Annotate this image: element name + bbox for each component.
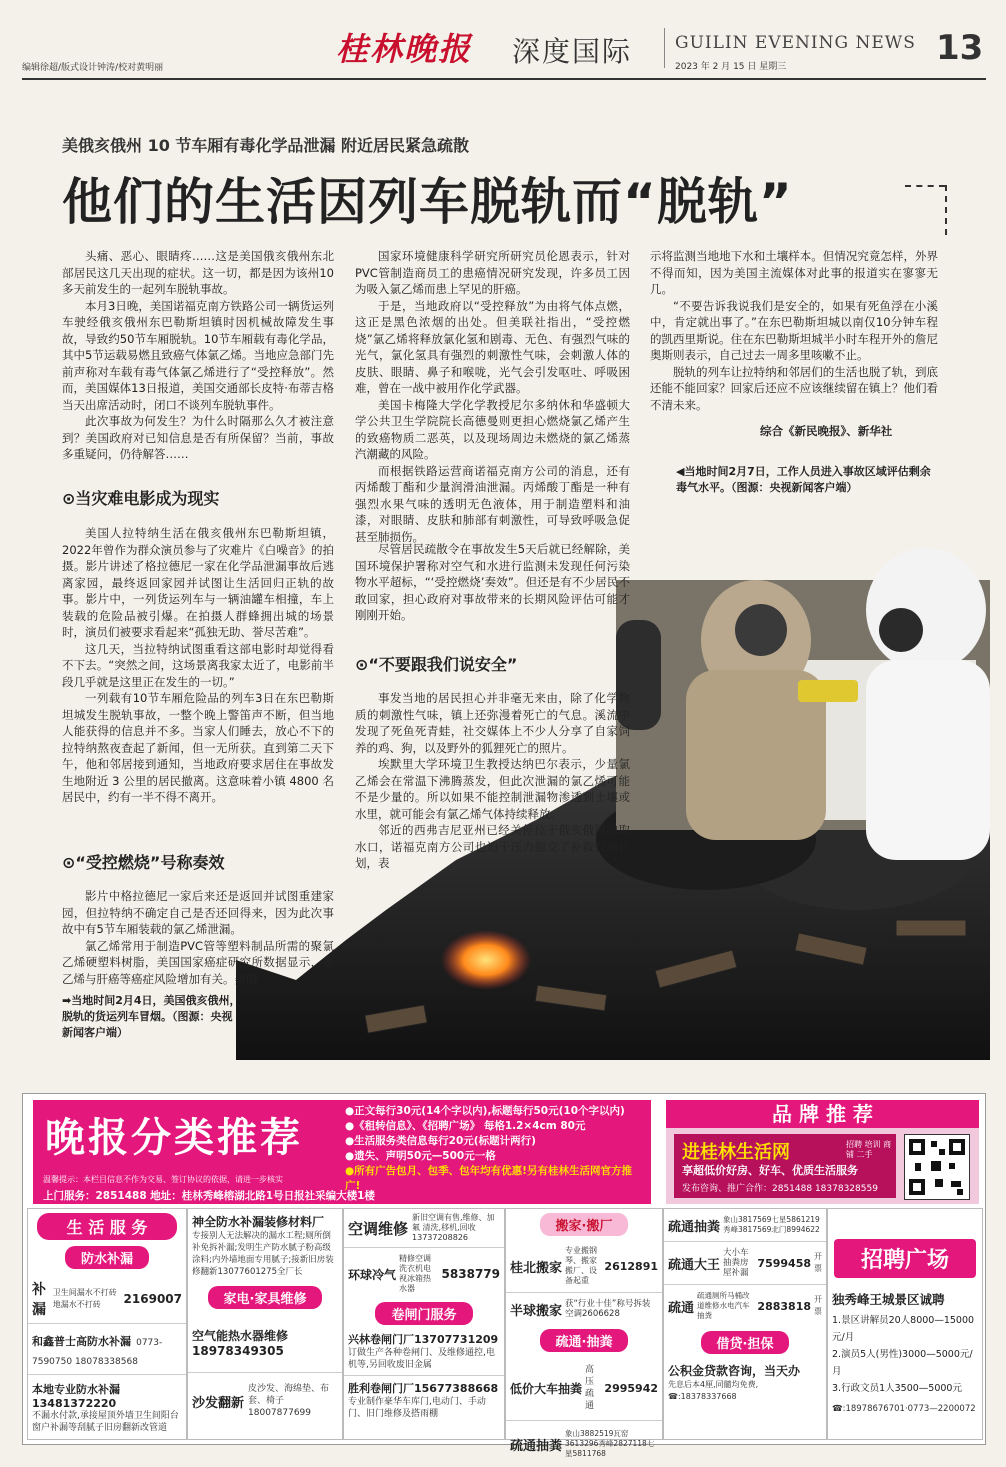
- paragraph: 美国人拉特纳生活在俄亥俄州东巴勒斯坦镇，2022年曾作为群众演员参与了灾难片《白噪音》的拍摄。影片讲述了格拉德尼一家在化学品泄漏事故后逃离家园，最终返回家园并试图让生活回归正轨的故事。影片中，一列货运列车与一辆油罐车相撞，车上装载的危险品被引爆。在拍摄人群蜂拥出城的场景时，演员们被要求看起来“孤独无助、誉尽苦难”。: [62, 526, 334, 639]
- ad-name: 兴林卷闸门厂13707731209: [348, 1333, 499, 1346]
- ad-name: 桂北搬家: [510, 1260, 563, 1276]
- pricing-line: ●正文每行30元(14个字以内),标题每行50元(10个字以内): [345, 1105, 625, 1117]
- page-number: 13: [936, 28, 984, 68]
- paragraph: 于是，当地政府以“受控释放”为由将气体点燃，这正是黑色浓烟的出处。但美联社指出，“受控燃烧”氯乙烯将释放氯化氢和剧毒、无色、有强烈气味的光气，氯化氢具有强烈的刺激性气味，会刺激人体的皮肤、眼睛、鼻子和喉咙，光气会引发呕吐、呼吸困难，曾在一战中被用作化学武器。: [355, 298, 630, 395]
- ad-name: 疏通抽粪: [510, 1438, 563, 1454]
- ad-entry: [344, 1209, 504, 1248]
- ad-entry: [664, 1285, 826, 1327]
- ad-name: 补漏: [32, 1282, 46, 1318]
- ad-entry: [344, 1327, 504, 1376]
- article-column-2c: [355, 690, 630, 872]
- ad-name: 疏通大王: [668, 1257, 721, 1273]
- job-line: 1.景区讲解员20人8000—15000元/月: [832, 1315, 975, 1343]
- ad-name: 神全防水补漏装修材料厂: [192, 1215, 325, 1229]
- jobs-title: 招聘广场: [834, 1239, 976, 1278]
- ad-col-drain: [663, 1208, 827, 1440]
- ad-col-jobs: [827, 1208, 983, 1440]
- life-service-title: 生 活 服 务: [37, 1213, 177, 1240]
- ad-desc: 皮沙发、海绵垫、布套、椅子18007877699: [248, 1384, 330, 1418]
- masthead-divider: [664, 28, 665, 68]
- ad-name: 半球搬家: [510, 1303, 563, 1319]
- ad-desc: 卫生间漏水不打砖地漏水不打砖: [52, 1288, 117, 1309]
- ad-name: 沙发翻新: [192, 1395, 245, 1411]
- ad-entry: [344, 1248, 504, 1300]
- paragraph: 影片中格拉德尼一家后来还是返回并试图重建家园，但拉特纳不确定自己是否还回得来，因为此次事故中有5节车厢装载的氯乙烯泄漏。: [62, 889, 334, 936]
- banner-pricing: [345, 1104, 647, 1194]
- ad-desc: 专业制作豪华车库门,电动门、手动门、旧门维修及搭雨棚: [348, 1397, 486, 1419]
- paragraph: 氯乙烯常用于制造PVC管等塑料制品所需的聚氯乙烯硬塑料树脂，美国国家癌症研究所数据显示，氯乙烯与肝癌等癌症风险增加有关。美国: [62, 938, 334, 986]
- ad-entry: [664, 1358, 826, 1407]
- photo-caption-2: ◀当地时间2月7日，工作人员进入事故区域评估剩余毒气水平。（图源：央视新闻客户端）: [676, 465, 931, 494]
- ad-desc: 获“行业十佳”称号拆装空调2606628: [565, 1299, 651, 1319]
- ad-entry: [506, 1240, 662, 1293]
- pricing-line: ●生活服务类信息每行20元(标题计两行): [345, 1135, 536, 1147]
- ad-phone: 7599458: [757, 1256, 811, 1270]
- paragraph: 头痛、恶心、眼睛疼……这是美国俄亥俄州东北部居民这几天出现的症状。这一切，都是因为该州10多天前发生的一起列车脱轨事故。: [62, 249, 334, 296]
- banner-tip: 温馨提示：本栏目信息不作为交易、签订协议的依据，请进一步核实: [43, 1175, 283, 1184]
- ad-col-aircon: [343, 1208, 505, 1440]
- ad-phone: 2612891: [604, 1259, 658, 1273]
- ad-desc: 专业搬钢琴、搬家搬厂、设备起重: [565, 1246, 598, 1285]
- corner-decoration: [905, 185, 945, 187]
- jobs-list: [828, 1312, 982, 1397]
- ad-desc: 先息后本4厘,同髓均免费, ☎:18378337668: [668, 1380, 759, 1401]
- ad-desc: 高压疏通: [585, 1365, 595, 1411]
- cat-appliance: 家电·家具维修: [208, 1286, 323, 1309]
- paragraph: “不要告诉我说我们是安全的，如果有死鱼浮在小溪中，肯定就出事了。”在东巴勒斯坦城以南仅10分钟车程的凯西里斯说。住在东巴勒斯坦城半小时车程开外的詹尼奥斯则表示，自己过去一周多里咳嗽不止。: [650, 298, 938, 362]
- ad-name: 公积金贷款咨询，当天办: [668, 1364, 801, 1378]
- ad-name: 环球冷气: [348, 1267, 397, 1282]
- article-column-2: [355, 248, 630, 545]
- pricing-line: ●所有广告包月、包季、包年均有优惠!另有桂林生活网官方推广!: [345, 1165, 632, 1192]
- cat-drain: 疏通·抽粪: [540, 1329, 629, 1352]
- subheading-controlled-burn: ⊙“受控燃烧”号称奏效: [62, 853, 225, 872]
- brand-card: [674, 1134, 896, 1198]
- corner-decoration-vertical: [945, 185, 947, 235]
- english-title: GUILIN EVENING NEWS: [675, 33, 916, 53]
- ad-phone: 2883818: [757, 1299, 811, 1313]
- ad-phone: 5838779: [441, 1267, 500, 1281]
- jobs-phone: ☎:18978676701·0773—2200072: [832, 1404, 976, 1414]
- ad-desc: 象山3882519瓦窑3613296秀峰2827118七星5811768: [565, 1429, 655, 1458]
- ad-entry: [28, 1324, 186, 1375]
- cat-move: 搬家·搬厂: [540, 1213, 629, 1236]
- cat-door: 卷闸门服务: [375, 1302, 472, 1325]
- ad-desc: 疏通厕所马桶改道维修水电汽车抽粪: [697, 1291, 750, 1320]
- paragraph: 事发当地的居民担心并非毫无来由，除了化学物质的刺激性气味，镇上还弥漫着死亡的气息。溪流中发现了死鱼死青蛙，社交媒体上不少人分享了自家饲养的鸡、狗，以及野外的狐狸死亡的照片。: [355, 691, 630, 755]
- paragraph: 邻近的西弗吉尼亚州已经关停位于俄亥俄河的取水口，诺福克南方公司也迫于压力提交了补救行动计划，表: [355, 823, 630, 870]
- ad-desc: 订做生产各种卷闸门、及维修通控,电机等,另回收废旧金属: [348, 1348, 495, 1370]
- ad-phone: 2169007: [123, 1292, 182, 1306]
- paragraph: 这几天，当拉特纳试图重看这部电影时却觉得看不下去。“突然之间，这场景离我家太近了，电影前半段几乎就是这里正在发生的一切。”: [62, 641, 334, 689]
- banner-contact: 上门服务：2851488 地址：桂林秀峰榕湖北路1号日报社采编大楼1楼: [43, 1190, 375, 1202]
- ad-entry: 空气能热水器维修18978349305: [188, 1313, 342, 1373]
- banner-title: 晚报分类推荐: [45, 1115, 303, 1161]
- paragraph: 本月3日晚，美国诺福克南方铁路公司一辆货运列车驶经俄亥俄州东巴勒斯坦镇时因机械故障发生事故，导致约50节车厢脱轨。10节车厢载有毒化学品，其中5节运载易燃且致癌气体氯乙烯。当地应急部门先前声称对车载有毒气体氯乙烯进行了“受控释放”。然而，美国媒体13日报道，美国交通部长皮特·布蒂吉格当天出席活动时，闭口不谈列车脱轨事件。: [62, 298, 334, 412]
- ad-desc: 大小车抽粪房屋补漏: [723, 1248, 749, 1278]
- ad-entry: [664, 1209, 826, 1242]
- ad-entry: [506, 1356, 662, 1421]
- brand-title: 品 牌 推 荐: [666, 1100, 979, 1128]
- page-credits: 编辑徐超/版式设计钟涛/校对黄明丽: [22, 63, 164, 73]
- subheading-disaster-film: ⊙当灾难电影成为现实: [62, 489, 220, 508]
- ad-entry: [28, 1275, 186, 1324]
- article-source: 综合《新民晚报》、新华社: [760, 424, 893, 438]
- cat-loan: 借贷·担保: [701, 1331, 790, 1354]
- ad-desc: 专接别人无法解决的漏水工程;厕所倒补免拆补漏;发明生产防水腻子粉高级涂料;内外墙地面专用腻子;接新旧房装修翻新13077601275全厂长: [192, 1231, 334, 1277]
- ad-entry: [506, 1293, 662, 1325]
- section-title: 深度国际: [512, 35, 633, 68]
- ad-name: 低价大车抽粪: [510, 1381, 583, 1396]
- ad-name: 本地专业防水补漏13481372220: [32, 1383, 120, 1410]
- ad-name: 和鑫普士高防水补漏: [32, 1335, 131, 1348]
- photo-caption-1: ➡当地时间2月4日，美国俄亥俄州，脱轨的货运列车冒烟。（图源：央视新闻客户端）: [62, 994, 241, 1039]
- cat-waterproof: 防水补漏: [65, 1246, 149, 1269]
- ad-name: 空调维修: [348, 1219, 409, 1238]
- paragraph: 一列载有10节车厢危险品的列车3日在东巴勒斯坦城发生脱轨事故，一整个晚上警笛声不断，但当地人能获得的信息并不多。当家人们睡去，放心不下的拉特纳熬夜查起了新闻，但一无所获。直到第二天下午，他和邻居接到通知，当地政府要求居住在事故发生地附近 3 公里的居民撤离。这意味着小镇 4800 名居民中，约有一半不得不离开。: [62, 691, 334, 804]
- paragraph: 示将监测当地地下水和土壤样本。但情况究竟怎样，外界不得而知，因为美国主流媒体对此事的报道实在寥寥无几。: [650, 249, 938, 296]
- article-column-1: [62, 248, 334, 463]
- brand-panel: [666, 1100, 979, 1204]
- paragraph: 美国卡梅隆大学化学教授尼尔多纳休和华盛顿大学公共卫生学院院长高德曼则更担心燃烧氯乙烯产生的致癌物质二恶英，以及现场周边未燃烧的氯乙烯蒸汽潮藏的风险。: [355, 397, 630, 461]
- brand-contact: 发布咨询、推广合作：2851488 18378328559: [682, 1184, 878, 1194]
- ad-desc: 新旧空调有售,维修、加氟 清洗,移机,回收13737208826: [412, 1213, 495, 1242]
- ad-entry: [188, 1209, 342, 1282]
- article-column-1c: [62, 888, 334, 987]
- job-line: 3.行政文员1人3500—5000元: [832, 1383, 962, 1394]
- ad-entry: [664, 1242, 826, 1285]
- brand-slogan: 享超低价好房、好车、优质生活服务: [682, 1164, 858, 1177]
- ad-side: 开票: [814, 1295, 822, 1316]
- ad-name: 胜利卷闸门厂15677388668: [348, 1382, 499, 1395]
- pricing-line: ●遗失、声明50元—500元一格: [345, 1150, 496, 1162]
- ad-desc: 象山3817569七星5861219秀峰3817569北门8994622: [723, 1215, 820, 1234]
- article-kicker: 美俄亥俄州 10 节车厢有毒化学品泄漏 附近居民紧急疏散: [62, 136, 469, 155]
- ad-name: 疏通: [668, 1300, 695, 1316]
- issue-date: 2023 年 2 月 15 日 星期三: [675, 62, 787, 72]
- ad-col-repair: [187, 1208, 343, 1440]
- paragraph: 而根据铁路运营商诺福克南方公司的消息，还有丙烯酸丁酯和少量润滑油泄漏。丙烯酸丁酯是一种有强烈水果气味的透明无色液体，用于制造塑料和油漆，对眼睛、皮肤和肺部有刺激性，可导致呼吸急促甚至肺损伤。: [355, 463, 630, 544]
- ad-entry: [28, 1375, 186, 1440]
- ad-desc: 不漏水付款,承接屋顶外墙卫生间阳台窗户补漏等刮腻子旧房翻新改管道: [32, 1411, 179, 1433]
- ad-entry: [188, 1373, 342, 1429]
- jobs-company: 独秀峰王城景区诚聘: [832, 1292, 945, 1307]
- paragraph: 此次事故为何发生？为什么时隔那么久才被注意到？美国政府对已知信息是否有所保留？当前，事故多重疑问，仍待解答……: [62, 414, 334, 461]
- ad-phone: 2995942: [604, 1381, 658, 1395]
- ad-col-moving: [505, 1208, 663, 1458]
- paragraph: 埃默里大学环境卫生教授达纳巴尔表示，少量氯乙烯会在常温下沸腾蒸发，但此次泄漏的氯乙烯可能不是少量的。所以如果不能控制泄漏物渗透到土壤或水里，就可能会有氯乙烯气体持续释放。: [355, 757, 630, 821]
- pricing-line: ●《租转信息》、《招聘广场》 每格1.2×4cm 80元: [345, 1120, 586, 1132]
- paragraph: 尽管居民疏散令在事故发生5天后就已经解除，美国环境保护署称对空气和水进行监测未发现任何污染物水平超标，“‘受控燃烧’奏效”。但还是有不少居民不敢回家，担心政府对事故带来的长期风险评估可能才刚刚开始。: [355, 542, 630, 622]
- ad-entry: [506, 1421, 662, 1467]
- ad-entry: [344, 1376, 504, 1424]
- classified-ads: [22, 1093, 986, 1458]
- brand-name: 进桂林生活网: [682, 1142, 790, 1163]
- ad-desc: 精修空调洗衣机电视冰箱热水器: [399, 1254, 432, 1293]
- article-column-2b: [355, 541, 630, 624]
- article-column-1b: [62, 525, 334, 806]
- masthead-rule: [22, 78, 986, 80]
- newspaper-logo: 桂林晚报: [336, 30, 473, 68]
- classified-banner: [33, 1100, 651, 1204]
- paragraph: 脱轨的列车让拉特纳和邻居们的生活也脱了轨，到底还能不能回家？回家后还应不应该继续留在镇上？他们看不清未来。: [650, 364, 938, 412]
- article-column-3: [650, 248, 938, 413]
- article-headline: 他们的生活因列车脱轨而“脱轨”: [62, 173, 793, 231]
- ad-side: 开票: [814, 1252, 822, 1273]
- subheading-dont-say-safe: ⊙“不要跟我们说安全”: [355, 655, 518, 674]
- job-line: 2.演员5人(男性)3000—5000元/月: [832, 1349, 973, 1377]
- paragraph: 国家环境健康科学研究所研究员伦恩表示，针对PVC管制造商员工的患癌情况研究发现，许多员工因为吸入氯乙烯而患上罕见的肝癌。: [355, 249, 630, 296]
- ad-name: 疏通抽粪: [668, 1219, 721, 1235]
- ad-col-life-service: [27, 1208, 187, 1440]
- qr-code-icon: [904, 1134, 970, 1200]
- brand-tags: 招聘 培训 商铺 二手: [846, 1140, 892, 1159]
- ad-phone: 0773-7590750 18078338568: [32, 1338, 163, 1367]
